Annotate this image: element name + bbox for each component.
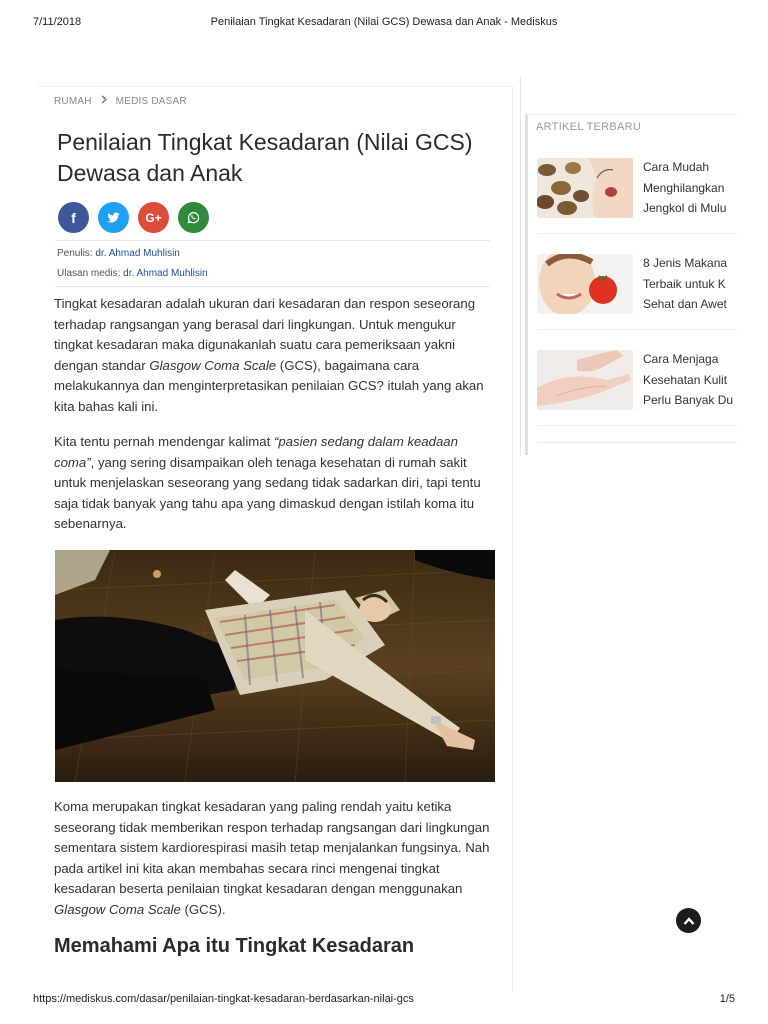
author-line [57,248,180,259]
print-header [33,14,735,34]
breadcrumb-category[interactable]: MEDIS DASAR [115,95,187,107]
paragraph-1-emphasis: Glasgow Coma Scale [149,357,277,373]
breadcrumb-home[interactable]: RUMAH [54,95,92,107]
author-link[interactable]: dr. Ahmad Muhlisin [95,248,180,259]
hands-thumbnail-image [537,350,633,410]
jengkol-thumbnail-image [537,158,633,218]
paragraph-3 [54,797,494,920]
print-url: https://mediskus.com/dasar/penilaian-tingkat-kesadaran-berdasarkan-nilai-gcs [33,993,414,1005]
facebook-icon: f [71,209,76,226]
recent-articles-widget [525,114,738,455]
google-plus-share-button[interactable] [138,202,169,233]
paragraph-3-emphasis: Glasgow Coma Scale [54,901,181,917]
recent-article-title[interactable]: Cara Mudah Menghilangkan Jengkol di Mulu [643,160,727,215]
twitter-share-button[interactable] [98,202,129,233]
reviewer-link[interactable]: dr. Ahmad Muhlisin [123,268,208,279]
reviewer-line [57,268,208,279]
recent-article-item[interactable] [537,158,737,228]
meta-divider-bottom [55,286,490,287]
recent-article-item[interactable] [537,254,737,324]
recent-separator [537,233,737,234]
share-buttons [58,202,209,233]
print-date: 7/11/2018 [33,16,82,28]
recent-separator [537,425,737,426]
recent-article-title[interactable]: Cara Menjaga Kesehatan Kulit Perlu Banyak Du [643,352,734,407]
scroll-to-top-button[interactable] [676,908,701,933]
paragraph-2-text-b: , yang sering disampaikan oleh tenaga kesehatan di rumah sakit untuk menjelaskan seseorang yang sedang tidak sadarkan diri, tapi tentu saja tidak banyak yang tahu apa yang dimaskud dengan istilah koma itu sebenarnya. [54,454,481,531]
recent-separator [537,442,737,443]
recent-article-thumbnail[interactable] [537,158,633,218]
tomato-thumbnail-image [537,254,633,314]
whatsapp-icon [186,210,201,225]
paragraph-2-text-a: Kita tentu pernah mendengar kalimat [54,434,274,449]
section-heading: Memahami Apa itu Tingkat Kesadaran [54,935,415,957]
facebook-share-button[interactable] [58,202,89,233]
twitter-icon [106,210,121,225]
reviewer-label: Ulasan medis: [57,268,121,279]
whatsapp-share-button[interactable] [178,202,209,233]
article-title: Penilaian Tingkat Kesadaran (Nilai GCS) Dewasa dan Anak [57,129,473,186]
recent-article-thumbnail[interactable] [537,350,633,410]
meta-divider-top [55,240,490,241]
breadcrumb [54,95,187,107]
article-photo-unconscious-man [55,550,495,782]
recent-articles-title: ARTIKEL TERBARU [536,121,642,133]
chevron-up-icon [683,916,695,926]
paragraph-2-emphasis: “pasien sedang dalam keadaan coma” [54,434,458,470]
paragraph-3-text-a: Koma merupakan tingkat kesadaran yang paling rendah yaitu ketika seseorang tidak memberikan respon terhadap rangsangan dari lingkungan sementara sistem kardiorespirasi masih tetap menjalankan fungsinya. Nah pada artikel ini kita akan membahas secara rinci mengenai tingkat kesadaran beserta penilaian tingkat kesadaran dengan menggunakan [54,799,490,896]
recent-article-item[interactable] [537,350,737,420]
paragraph-1-text-b: (GCS), bagaimana cara melakukannya dan menginterpretasikan penilaian GCS? itulah yang akan kita bahas kali ini. [54,357,484,414]
recent-separator [537,329,737,330]
recent-article-thumbnail[interactable] [537,254,633,314]
google-plus-icon: G+ [145,210,162,225]
chevron-right-icon [100,95,108,107]
paragraph-3-text-b: (GCS). [180,901,226,917]
author-label: Penulis: [57,248,93,259]
paragraph-1-text-a: Tingkat kesadaran adalah ukuran dari kesadaran dan respon seseorang terhadap rangsangan yang berasal dari lingkungan. Untuk mengukur tingkat kesadaran maka digunakanlah suatu cara pemeriksaan yakni dengan standar [54,296,476,373]
unconscious-man-illustration [55,550,495,782]
article-card [38,86,513,992]
print-page-title: Penilaian Tingkat Kesadaran (Nilai GCS) Dewasa dan Anak - Mediskus [210,16,558,28]
sidebar [520,76,735,456]
recent-article-title[interactable]: 8 Jenis Makana Terbaik untuk K Sehat dan Awet [643,256,728,311]
print-footer [33,993,735,1009]
sidebar-divider [520,76,521,456]
paragraph-1 [54,294,494,417]
print-page-number: 1/5 [719,993,735,1005]
paragraph-2 [54,432,494,535]
